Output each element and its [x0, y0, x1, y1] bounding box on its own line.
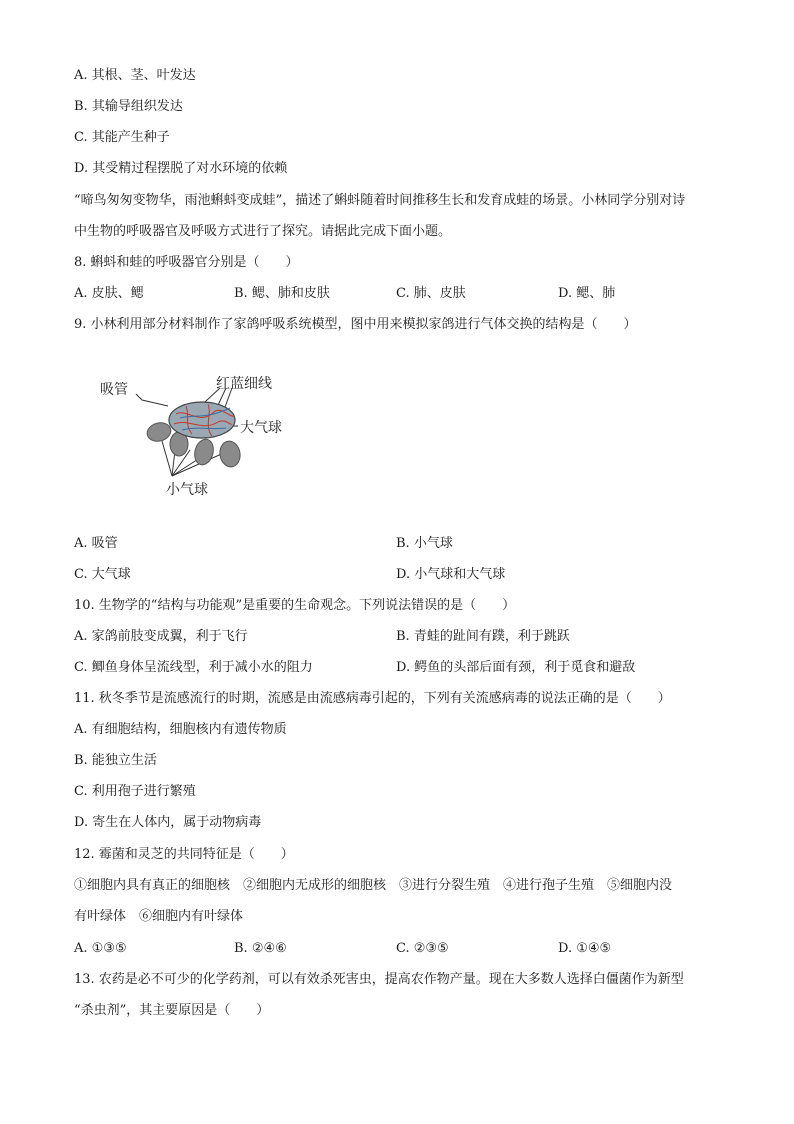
q11-option-c: C. 利用孢子进行繁殖 — [74, 784, 196, 799]
q12-option-c: C. ②③⑤ — [396, 941, 449, 956]
q10-stem: 10. 生物学的“结构与功能观”是重要的生命观念。下列说法错误的是（ ） — [74, 598, 516, 613]
q10-option-c: C. 鲫鱼身体呈流线型，利于减小水的阻力 — [74, 660, 313, 675]
q8-option-b: B. 鳃、肺和皮肤 — [234, 286, 330, 301]
q12-option-b: B. ②④⑥ — [234, 941, 287, 956]
straw-leader-line — [136, 394, 168, 406]
small-balloon-1 — [145, 420, 173, 444]
q7-option-d: D. 其受精过程摆脱了对水环境的依赖 — [74, 161, 288, 176]
label-big-balloon: 大气球 — [240, 420, 282, 436]
big-balloon — [169, 402, 235, 438]
q13-stem-line-1: 13. 农药是必不可少的化学药剂，可以有效杀死害虫，提高农作物产量。现在大多数人选择白僵菌作为新型 — [74, 972, 684, 987]
q9-option-c: C. 大气球 — [74, 567, 131, 582]
q10-option-a: A. 家鸽前肢变成翼，利于飞行 — [74, 629, 248, 644]
q7-option-a: A. 其根、茎、叶发达 — [74, 68, 196, 83]
label-straw: 吸管 — [100, 382, 128, 398]
pigeon-respiratory-model-figure — [90, 368, 350, 508]
q12-option-a: A. ①③⑤ — [74, 941, 127, 956]
q12-items-line-1: ①细胞内具有真正的细胞核 ②细胞内无成形的细胞核 ③进行分裂生殖 ④进行孢子生殖 ⑤细胞内没 — [74, 878, 673, 893]
q12-items-line-2: 有叶绿体 ⑥细胞内有叶绿体 — [74, 909, 244, 924]
q12-stem: 12. 霉菌和灵芝的共同特征是（ ） — [74, 847, 294, 862]
q7-option-c: C. 其能产生种子 — [74, 130, 170, 145]
q13-stem-line-2: “杀虫剂”，其主要原因是（ ） — [74, 1003, 270, 1018]
q8-option-c: C. 肺、皮肤 — [396, 286, 466, 301]
q7-option-b: B. 其输导组织发达 — [74, 99, 183, 114]
q12-option-d: D. ①④⑤ — [558, 941, 612, 956]
passage-line-2: 中生物的呼吸器官及呼吸方式进行了探究。请据此完成下面小题。 — [74, 224, 452, 239]
q11-option-b: B. 能独立生活 — [74, 753, 157, 768]
q11-stem: 11. 秋冬季节是流感流行的时期，流感是由流感病毒引起的，下列有关流感病毒的说法正确的是（ ） — [74, 691, 671, 706]
q8-option-a: A. 皮肤、鳃 — [74, 286, 144, 301]
small-balloon-3 — [192, 437, 216, 467]
q9-option-a: A. 吸管 — [74, 536, 118, 551]
q10-option-d: D. 鳄鱼的头部后面有颈，利于觅食和避敌 — [396, 660, 636, 675]
label-threads: 红蓝细线 — [216, 376, 272, 392]
q8-option-d: D. 鳃、肺 — [558, 286, 616, 301]
small-balloon-4 — [218, 439, 242, 468]
q11-option-a: A. 有细胞结构，细胞核内有遗传物质 — [74, 722, 287, 737]
q11-option-d: D. 寄生在人体内，属于动物病毒 — [74, 815, 262, 830]
q8-stem: 8. 蝌蚪和蛙的呼吸器官分别是（ ） — [74, 255, 299, 270]
passage-line-1: “啼鸟匆匆变物华，雨池蝌蚪变成蛙”，描述了蝌蚪随着时间推移生长和发育成蛙的场景。小林同学分别对诗 — [74, 193, 686, 208]
q9-option-d: D. 小气球和大气球 — [396, 567, 506, 582]
label-small-balloon: 小气球 — [166, 482, 208, 498]
q9-option-b: B. 小气球 — [396, 536, 453, 551]
q10-option-b: B. 青蛙的趾间有蹼，利于跳跃 — [396, 629, 570, 644]
q9-stem: 9. 小林利用部分材料制作了家鸽呼吸系统模型，图中用来模拟家鸽进行气体交换的结构是（ ） — [74, 317, 637, 332]
